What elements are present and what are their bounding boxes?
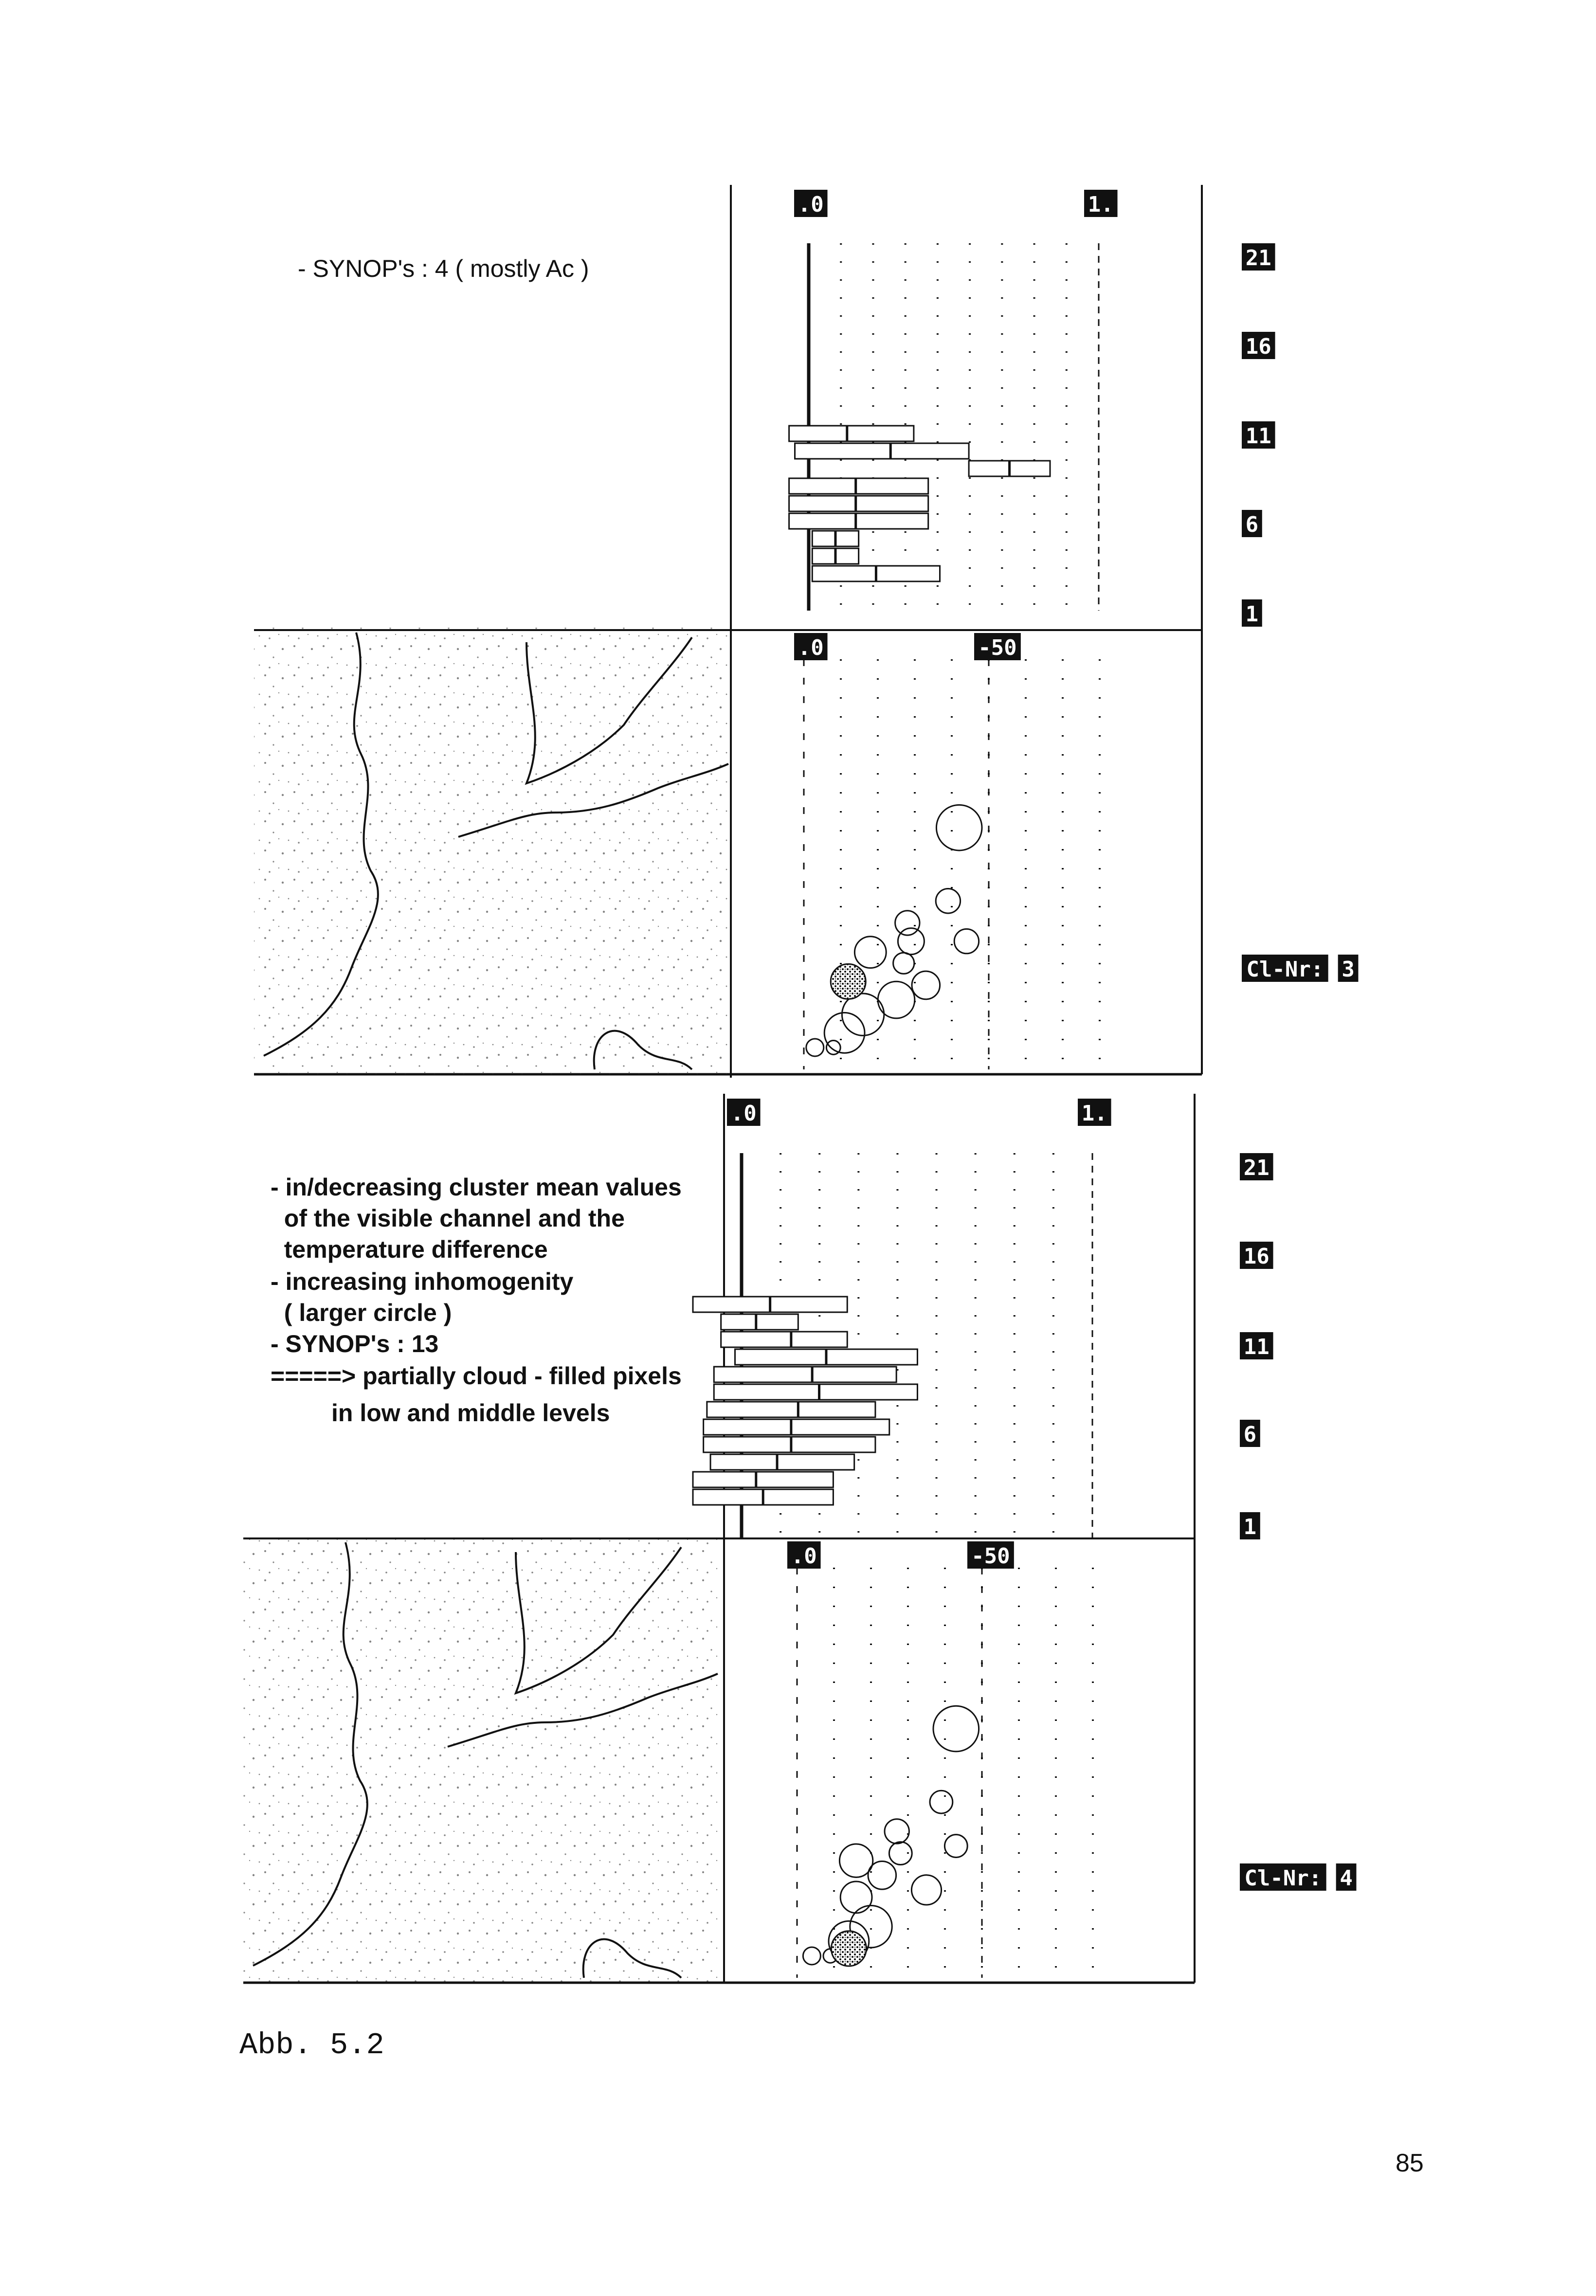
panel-1-row-label: 1: [1245, 602, 1259, 627]
panel-2-circle: [885, 1819, 909, 1844]
panel-1-filled-circle: [831, 964, 866, 999]
panel-2-row-label: 21: [1243, 1156, 1270, 1180]
panel-1-circle: [854, 937, 886, 968]
panel-1-bar: [789, 426, 914, 441]
panel-2-circle: [911, 1875, 941, 1905]
panel-1-circle: [936, 889, 960, 913]
panel-1-circle: [826, 1041, 840, 1055]
panel-2-row-label: 1: [1243, 1515, 1257, 1539]
panel-2-bar-tick-1: 1.: [1081, 1101, 1107, 1126]
panel-2-note: =====> partially cloud - filled pixels: [271, 1362, 682, 1390]
panel-2-bar: [710, 1454, 854, 1470]
panel-2-bar: [721, 1314, 798, 1330]
panel-2-bar: [704, 1419, 889, 1435]
panel-1-cluster-label: Cl-Nr:: [1246, 957, 1324, 982]
panel-1-row-label: 21: [1245, 246, 1271, 271]
panel-1-row-label: 11: [1245, 424, 1271, 449]
panel-2-bar-tick-0: .0: [730, 1101, 757, 1126]
panel-1-circle: [824, 1012, 865, 1053]
panel-2-row-label: 6: [1243, 1422, 1257, 1447]
panel-2-row-label: 16: [1243, 1244, 1270, 1269]
page-number: 85: [1396, 2149, 1424, 2177]
panel-2-bar: [721, 1332, 848, 1347]
panel-2-circle: [803, 1947, 820, 1965]
panel-1-scatter-tick-0: .0: [798, 635, 824, 660]
panel-2-circle: [944, 1835, 967, 1858]
panel-2-circle: [840, 1881, 872, 1913]
panel-2-row-label: 11: [1243, 1335, 1270, 1359]
panel-2-circle: [930, 1790, 953, 1813]
panel-2-scatter-tick-0: .0: [791, 1544, 817, 1569]
panel-2-bar: [707, 1402, 875, 1417]
panel-2-bar: [714, 1367, 896, 1382]
panel-2-note: - SYNOP's : 13: [271, 1330, 439, 1357]
panel-2-bar: [693, 1472, 833, 1487]
panel-1-map-speckle: [254, 628, 728, 1074]
panel-1-circle: [898, 928, 924, 955]
panel-2-scatter-tick-1: -50: [971, 1544, 1010, 1569]
panel-1-circle: [912, 971, 940, 999]
panel-2-note: - increasing inhomogenity: [271, 1268, 574, 1295]
panel-1-circle: [806, 1039, 824, 1056]
panel-2-bar: [714, 1384, 917, 1400]
panel-1-row-label: 16: [1245, 334, 1271, 359]
panel-2-note: - in/decreasing cluster mean values: [271, 1174, 682, 1201]
panel-2-bar: [704, 1437, 875, 1452]
panel-2-note: ( larger circle ): [271, 1299, 452, 1326]
panel-1-bar: [789, 478, 928, 494]
figure-layer: [243, 185, 1358, 1983]
panel-2-note: in low and middle levels: [271, 1399, 610, 1427]
panel-1-circle: [895, 911, 920, 935]
panel-2-cluster-number: 4: [1340, 1866, 1353, 1891]
panel-1-note: - SYNOP's : 4 ( mostly Ac ): [298, 255, 589, 282]
panel-1-scatter-tick-1: -50: [978, 635, 1017, 660]
panel-2-note: temperature difference: [271, 1236, 548, 1263]
panel-2-circle: [839, 1844, 872, 1877]
panel-1-circle: [893, 953, 914, 974]
panel-2-note: of the visible channel and the: [271, 1205, 625, 1232]
panel-1-bar: [789, 496, 928, 511]
figure-caption: Abb. 5.2: [239, 2028, 384, 2062]
panel-2-cluster-label: Cl-Nr:: [1244, 1866, 1322, 1891]
panel-1-row-label: 6: [1245, 512, 1259, 537]
panel-1-circle: [936, 805, 982, 850]
panel-1-bar: [789, 513, 928, 529]
panel-1-bar: [795, 443, 969, 459]
panel-1-bar-tick-1: 1.: [1088, 192, 1114, 217]
panel-2-filled-circle: [831, 1931, 866, 1966]
panel-1-bar-tick-0: .0: [798, 192, 824, 217]
panel-1-cluster-number: 3: [1342, 957, 1355, 982]
panel-2-map-speckle: [243, 1537, 718, 1983]
panel-1-circle: [842, 994, 884, 1035]
panel-1-circle: [954, 929, 979, 953]
panel-2-circle: [933, 1706, 979, 1752]
